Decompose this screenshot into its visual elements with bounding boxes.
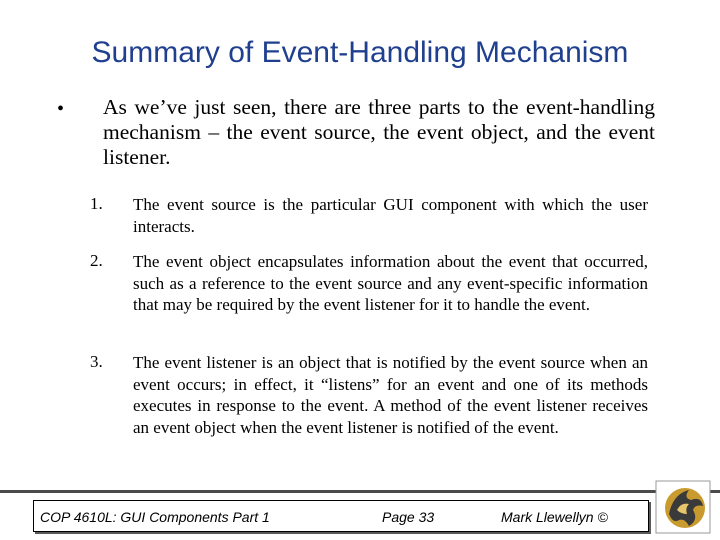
list-item-text: The event source is the particular GUI component with which the user interacts. bbox=[133, 195, 648, 236]
footer-divider bbox=[0, 490, 720, 493]
list-item-text: The event object encapsulates information about the event that occurred, such as a reference to the event source and any event-specific information that may be required by the event listener for it to handle the event. bbox=[133, 252, 648, 314]
footer-page-number: Page 33 bbox=[382, 509, 435, 525]
bullet-marker: • bbox=[57, 98, 65, 120]
intro-text: As we’ve just seen, there are three parts to the event-handling mechanism – the event source, the event object, and the event listener. bbox=[103, 95, 655, 169]
list-item-number: 3. bbox=[90, 352, 103, 371]
slide-title: Summary of Event-Handling Mechanism bbox=[91, 36, 629, 69]
list-item-number: 2. bbox=[90, 251, 103, 270]
footer-author: Mark Llewellyn © bbox=[501, 509, 608, 525]
list-item-number: 1. bbox=[90, 194, 103, 213]
list-item-text: The event listener is an object that is notified by the event source when an event occurs; in effect, it “listens” for an event and one of its methods executes in response to the event. A method of the event listener receives an event object when the event listener is notified of the event. bbox=[133, 353, 648, 437]
footer-course: COP 4610L: GUI Components Part 1 bbox=[40, 509, 270, 525]
footer-bar bbox=[33, 500, 649, 532]
ucf-pegasus-logo-icon bbox=[655, 480, 711, 534]
